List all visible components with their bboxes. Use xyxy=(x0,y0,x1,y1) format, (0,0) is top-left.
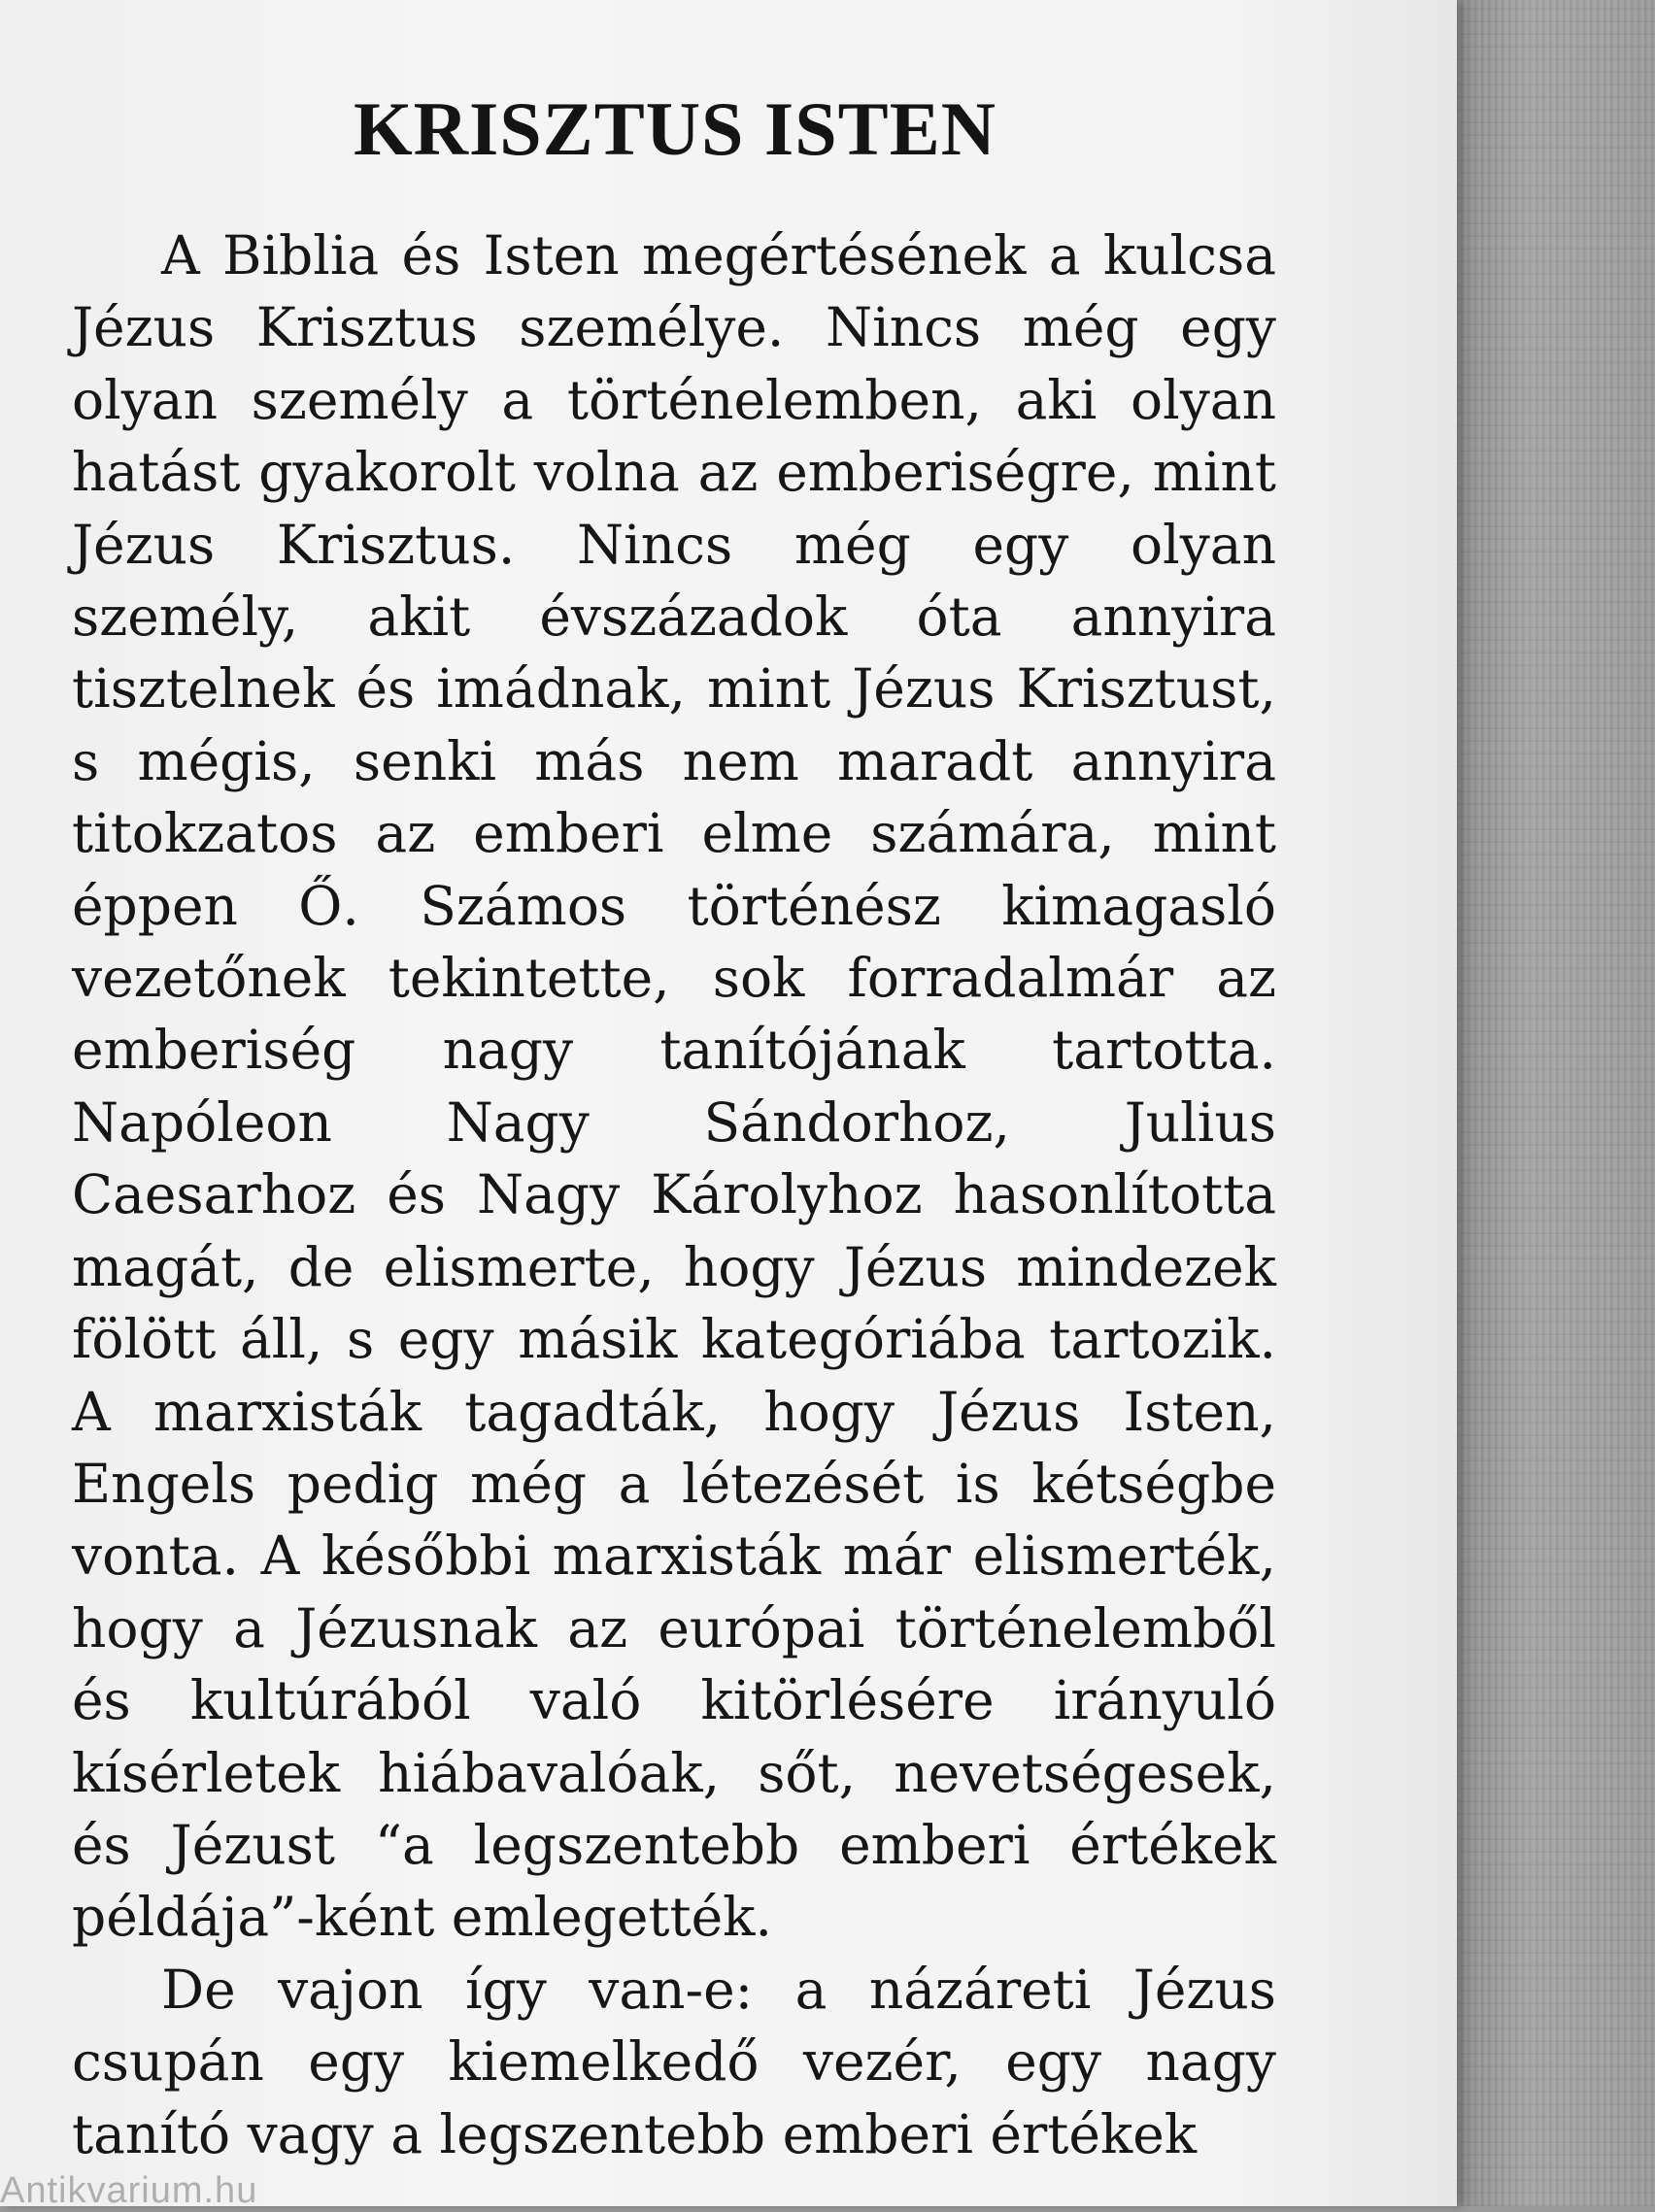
page-title: KRISZTUS ISTEN xyxy=(353,86,997,171)
paragraph-1: A Biblia és Isten megértésének a kulcsa Jézus Krisztus személye. Nincs még egy olyan személy a történelemben, aki olyan hatást gyakorolt volna az emberiségre, mint Jézus Krisztus. Nincs még egy olyan személy, akit évszázadok óta annyira tisztelnek és imádnak, mint Jézus Krisztust, s mégis, senki más nem maradt annyira titokzatos az emberi elme számára, mint éppen Ő. Számos történész kimagasló vezetőnek tekintette, sok forradalmár az emberiség nagy tanítójának tartotta. Napóleon Nagy Sándorhoz, Julius Caesarhoz és Nagy Károlyhoz hasonlította magát, de elismerte, hogy Jézus mindezek fölött áll, s egy másik kategóriába tartozik. A marxisták tagadták, hogy Jézus Isten, Engels pedig még a létezését is kétségbe vonta. A későbbi marxisták már elismerték, hogy a Jézusnak az európai történelemből és kultúrából való kitörlésére irányuló kísérletek hiábavalóak, sőt, nevetségesek, és Jézust “a legszentebb emberi értékek példája”-ként emlegették. xyxy=(72,224,1276,1949)
body-text xyxy=(72,219,1276,2170)
watermark: Antikvarium.hu xyxy=(0,2170,258,2211)
background-surface xyxy=(1447,0,1655,2206)
paragraph-2: De vajon így van-e: a názáreti Jézus csupán egy kiemelkedő vezér, egy nagy tanító vagy a legszentebb emberi értékek xyxy=(72,1958,1276,2165)
